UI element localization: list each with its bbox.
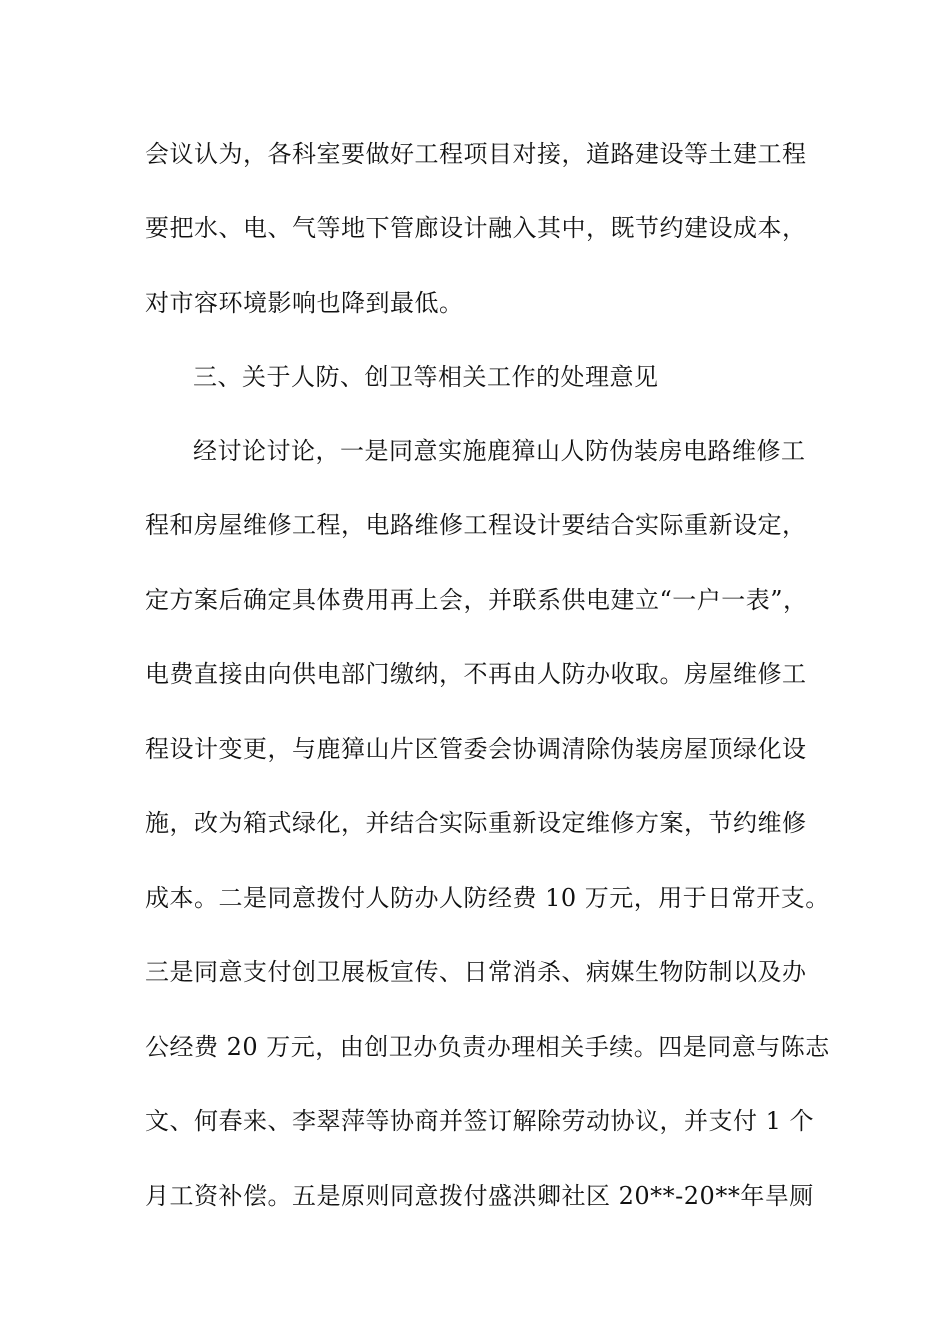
- text-line: 会议认为，各科室要做好工程项目对接，道路建设等土建工程: [145, 140, 807, 168]
- text-line: 程设计变更，与鹿獐山片区管委会协调清除伪装房屋顶绿化设: [145, 735, 807, 763]
- text-line: 对市容环境影响也降到最低。: [145, 289, 464, 317]
- text-line: 三是同意支付创卫展板宣传、日常消杀、病媒生物防制以及办: [145, 958, 807, 986]
- text-line: 定方案后确定具体费用再上会，并联系供电建立“一户一表”，: [145, 586, 808, 614]
- text-line: 月工资补偿。五是原则同意拨付盛洪卿社区 20**-20**年旱厕: [145, 1182, 814, 1210]
- text-line: 经讨论讨论，一是同意实施鹿獐山人防伪装房电路维修工: [193, 437, 806, 465]
- text-line: 电费直接由向供电部门缴纳，不再由人防办收取。房屋维修工: [145, 660, 807, 688]
- text-line: 成本。二是同意拨付人防办人防经费 10 万元，用于日常开支。: [145, 884, 830, 912]
- text-line: 要把水、电、气等地下管廊设计融入其中，既节约建设成本，: [145, 214, 807, 242]
- text-line: 公经费 20 万元，由创卫办负责办理相关手续。四是同意与陈志: [145, 1033, 830, 1061]
- text-line: 文、何春来、李翠萍等协商并签订解除劳动协议，并支付 1 个: [145, 1107, 815, 1135]
- text-line: 程和房屋维修工程，电路维修工程设计要结合实际重新设定，: [145, 511, 807, 539]
- text-line: 施，改为箱式绿化，并结合实际重新设定维修方案，节约维修: [145, 809, 807, 837]
- section-heading: 三、关于人防、创卫等相关工作的处理意见: [193, 363, 659, 391]
